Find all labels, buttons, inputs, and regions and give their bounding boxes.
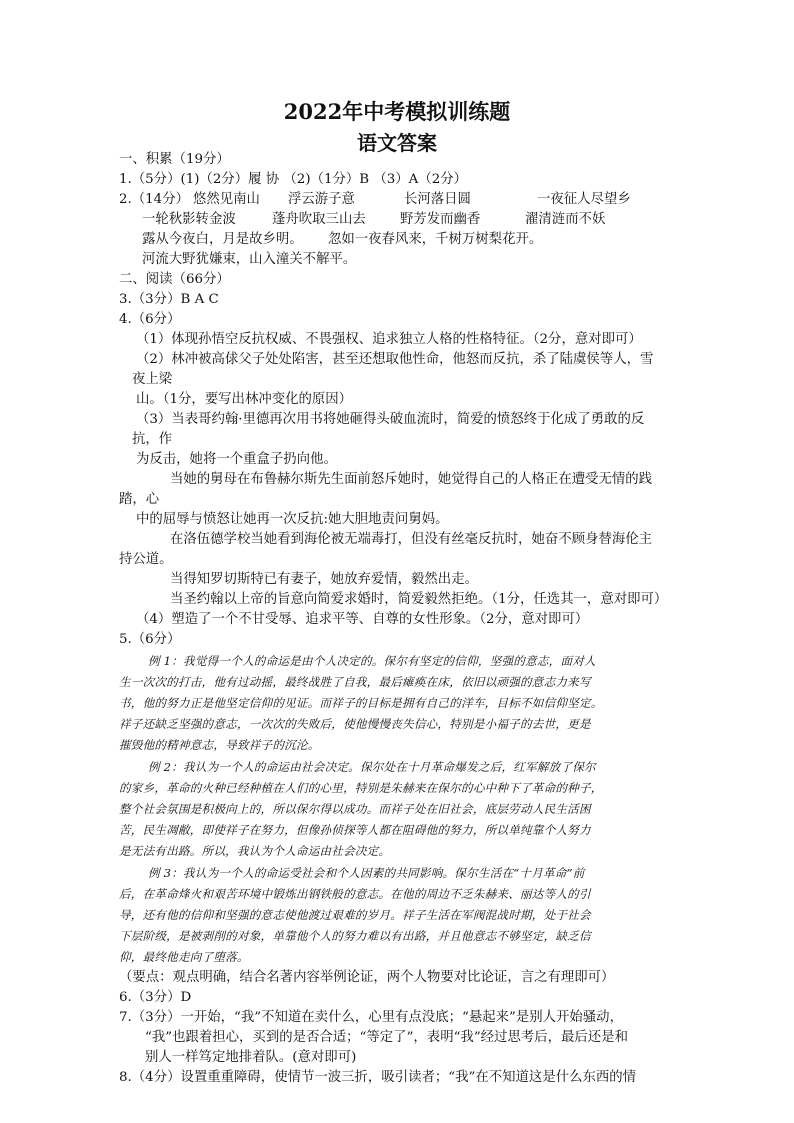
example-line: 祥子还缺乏坚强的意志，一次次的失败后，使他慢慢丧失信心，特别是小福子的去世，更是 bbox=[119, 717, 591, 731]
poem-line: 悠然见南山 bbox=[193, 192, 260, 207]
answer-q4-3-cont: 当圣约翰以上帝的旨意向简爱求婚时，简爱毅然拒绝。（1分，任选其一，意对即可） bbox=[170, 592, 668, 607]
poem-line: 野芳发而幽香 bbox=[400, 212, 481, 227]
poem-line: 浮云游子意 bbox=[288, 192, 355, 207]
example-line: 苦，民生凋敝，即使祥子在努力，但像孙侦探等人都在阻碍他的努力，所以单纯靠个人努力 bbox=[119, 823, 591, 837]
answer-q1: 1.（5分）(1)（2分）履 协 （2)（1分）B （3）A（2分） bbox=[119, 172, 468, 187]
answer-q4-4: （4）塑造了一个不甘受辱、追求平等、自尊的女性形象。（2分，意对即可） bbox=[136, 612, 589, 627]
example-line: 例 1：我觉得一个人的命运是由个人决定的。保尔有坚定的信仰，坚强的意志，面对人 bbox=[148, 654, 596, 668]
answer-q4-3-cont: 为反击，她将一个重盒子扔向他。 bbox=[136, 452, 337, 467]
page-subtitle: 语文答案 bbox=[357, 131, 437, 155]
answer-q7-cont: “我”也跟着担心，买到的是否合适；“等定了”，表明“我”经过思考后，最后还是和 bbox=[145, 1030, 628, 1045]
poem-line: 露从今夜白，月是故乡明。 bbox=[142, 232, 303, 247]
example-line: 导，还有他的信仰和坚强的意志使他渡过艰难的岁月。祥子生活在军阀混战时期，处于社会 bbox=[119, 908, 591, 922]
example-line: 下层阶级，是被剥削的对象，单靠他个人的努力难以有出路，并且他意志不够坚定，缺乏信 bbox=[119, 929, 591, 943]
poem-line: 河流大野犹嫌束，山入潼关不解平。 bbox=[142, 252, 357, 267]
poem-line: 一轮秋影转金波 bbox=[142, 212, 236, 227]
answer-q7-cont: 别人一样笃定地排着队。(意对即可) bbox=[145, 1050, 357, 1065]
example-line: 仰，最终他走向了堕落。 bbox=[119, 950, 249, 964]
section-heading-reading: 二、阅读（66分） bbox=[119, 272, 230, 287]
answer-q4-3-cont: 中的屈辱与愤怒让她再一次反抗:她大胆地责问舅妈。 bbox=[136, 512, 449, 527]
answer-q4-label: 4.（6分） bbox=[119, 312, 181, 327]
answer-q4-2: （2）林冲被高俅父子处处陷害，甚至还想取他性命，他怒而反抗，杀了陆虞侯等人，雪 bbox=[136, 352, 654, 367]
poem-line: 长河落日圆 bbox=[404, 192, 471, 207]
example-line: 后，在革命烽火和艰苦环境中锻炼出钢铁般的意志。在他的周边不乏朱赫来、丽达等人的引 bbox=[119, 887, 591, 901]
answer-q2-label: 2.（14分） bbox=[119, 192, 189, 207]
poem-line: 蓬舟吹取三山去 bbox=[272, 212, 366, 227]
answer-q6: 6.（3分）D bbox=[119, 990, 192, 1005]
answer-q4-3-cont: 当得知罗切斯特已有妻子，她放弃爱情，毅然出走。 bbox=[170, 572, 478, 587]
example-line: 生一次次的打击，他有过动摇，最终战胜了自我，最后瘫痪在床，依旧以顽强的意志力来写 bbox=[119, 675, 591, 689]
answer-q4-3-cont: 持公道。 bbox=[119, 552, 173, 567]
poem-line: 濯清涟而不妖 bbox=[525, 212, 606, 227]
poem-line: 忽如一夜春风来，千树万树梨花开。 bbox=[328, 232, 543, 247]
answer-q4-1: （1）体现孙悟空反抗权威、不畏强权、追求独立人格的性格特征。（2分，意对即可） bbox=[136, 332, 642, 347]
page-title: 2022年中考模拟训练题 bbox=[283, 99, 511, 124]
example-line: 例 2：我认为一个人的命运由社会决定。保尔处在十月革命爆发之后，红军解放了保尔 bbox=[148, 760, 596, 774]
example-line: 是无法有出路。所以，我认为个人命运由社会决定。 bbox=[119, 844, 391, 858]
answer-q4-2-cont: 夜上梁 bbox=[132, 372, 173, 387]
answer-q7: 7.（3分）一开始，“我”不知道在卖什么，心里有点没底；“悬起来”是别人开始骚动， bbox=[119, 1010, 623, 1025]
section-heading-accumulation: 一、积累（19分） bbox=[119, 152, 230, 167]
poem-line: 一夜征人尽望乡 bbox=[537, 192, 631, 207]
answer-q4-3-cont: 抗，作 bbox=[132, 432, 173, 447]
answer-q5-note: （要点：观点明确，结合名著内容举例论证，两个人物要对比论证，言之有理即可） bbox=[119, 970, 615, 985]
example-line: 整个社会氛围是积极向上的，所以保尔得以成功。而祥子处在旧社会，底层劳动人民生活困 bbox=[119, 802, 591, 816]
answer-q3: 3.（3分）B A C bbox=[119, 292, 219, 307]
example-line: 摧毁他的精神意志，导致祥子的沉沦。 bbox=[119, 738, 320, 752]
answer-q4-2-cont: 山。（1分，要写出林冲变化的原因） bbox=[136, 392, 353, 407]
answer-q5-label: 5.（6分） bbox=[119, 632, 181, 647]
example-line: 书，他的努力正是他坚定信仰的见证。而祥子的目标是拥有自己的洋车，目标不如信仰坚定。 bbox=[119, 696, 603, 710]
answer-q4-3-cont: 在洛伍德学校当她看到海伦被无端毒打，但没有丝毫反抗时，她奋不顾身替海伦主 bbox=[170, 532, 653, 547]
example-line: 的家乡，革命的火种已经种植在人们的心里，特别是朱赫来在保尔的心中种下了革命的种子， bbox=[119, 781, 603, 795]
answer-q4-3-cont: 踏，心 bbox=[119, 492, 160, 507]
answer-q4-3: （3）当表哥约翰·里德再次用书将她砸得头破血流时，简爱的愤怒终于化成了勇敢的反 bbox=[136, 412, 645, 427]
answer-q8: 8.（4分）设置重重障碍，使情节一波三折，吸引读者；“我”在不知道这是什么东西的情 bbox=[119, 1070, 637, 1085]
example-line: 例 3：我认为一个人的命运受社会和个人因素的共同影响。保尔生活在“十月革命”前 bbox=[148, 866, 585, 880]
answer-q4-3-cont: 当她的舅母在布鲁赫尔斯先生面前怒斥她时，她觉得自己的人格正在遭受无情的践 bbox=[170, 472, 653, 487]
